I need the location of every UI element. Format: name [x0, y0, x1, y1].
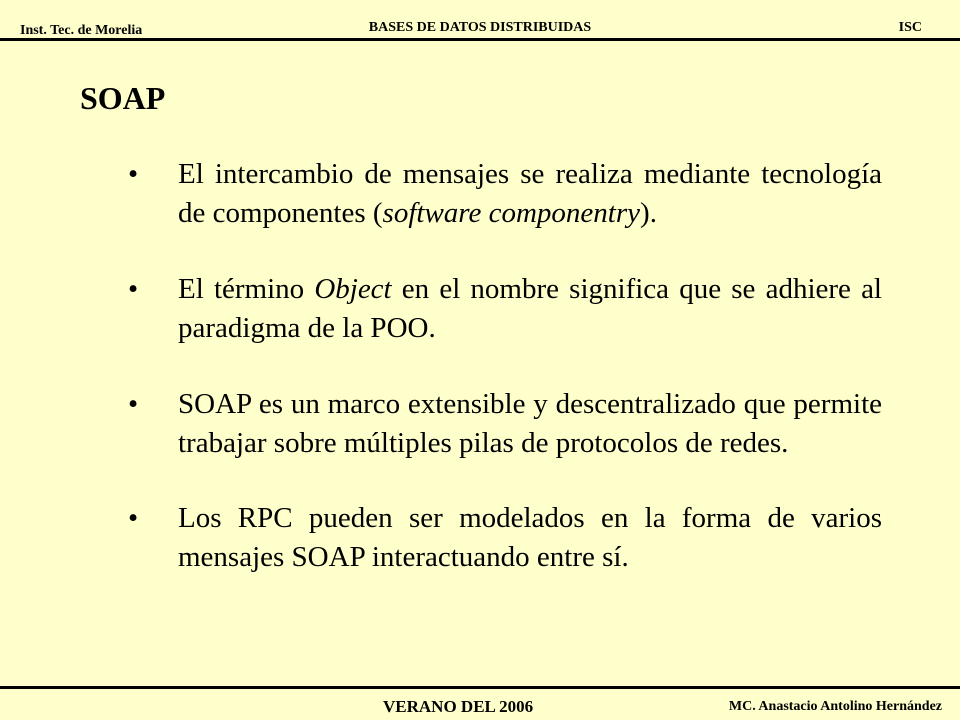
header-divider — [0, 38, 960, 41]
bullet-icon: • — [128, 158, 139, 190]
bullet-text: El intercambio de mensajes se realiza mediante tecnología de componentes (software componentry). — [178, 158, 882, 229]
bullet-text: Los RPC pueden ser modelados en la forma de varios mensajes SOAP interactuando entre sí. — [178, 502, 882, 573]
footer-term: VERANO DEL 2006 — [383, 697, 534, 716]
header-institution: Inst. Tec. de Morelia — [20, 23, 143, 38]
bullet-item — [128, 155, 882, 233]
footer-author: MC. Anastacio Antolino Hernández — [728, 699, 942, 714]
header-course-title: BASES DE DATOS DISTRIBUIDAS — [368, 20, 592, 35]
header-program: ISC — [898, 20, 922, 35]
slide-title: SOAP — [80, 80, 166, 116]
footer-divider — [0, 686, 960, 689]
bullet-icon: • — [128, 502, 139, 534]
bullet-icon: • — [128, 388, 139, 420]
bullet-item — [128, 499, 882, 577]
bullet-text: SOAP es un marco extensible y descentralizado que permite trabajar sobre múltiples pilas de protocolos de redes. — [178, 388, 882, 459]
bullet-list — [128, 155, 882, 614]
bullet-item — [128, 270, 882, 348]
bullet-item — [128, 385, 882, 463]
bullet-icon: • — [128, 273, 139, 305]
bullet-text: El término Object en el nombre significa que se adhiere al paradigma de la POO. — [178, 273, 882, 344]
